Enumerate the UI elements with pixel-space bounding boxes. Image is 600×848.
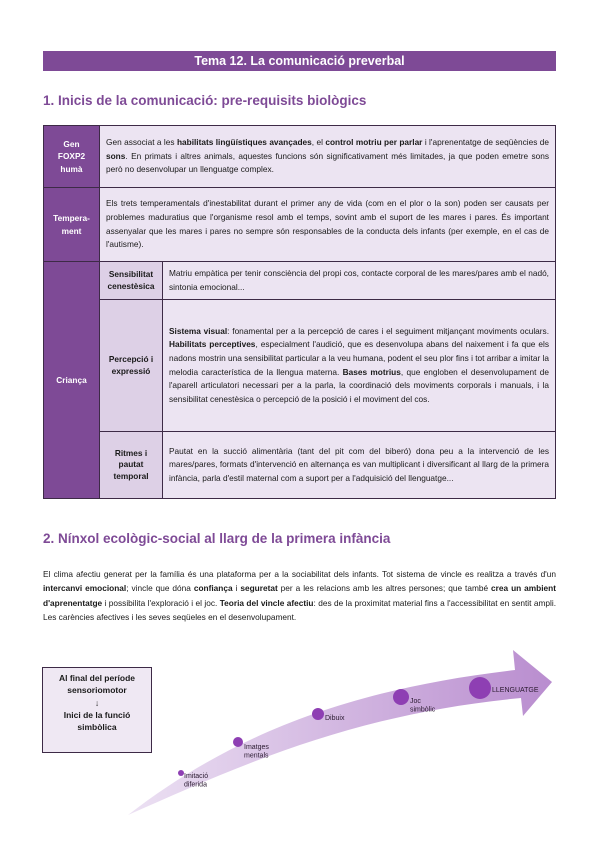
content-ritmes: Pautat en la succió alimentària (tant del pit com del biberó) dona peu a la intervenció de les mares/pares, formats d'intervenció en alternança es van multiplicant i diversificant al llarg de la primera infància, parla d'estil maternal com a suport per a l'adquisició del llenguatge... — [163, 432, 556, 499]
topic-banner: Tema 12. La comunicació preverbal — [43, 51, 556, 71]
label-line: expressió — [111, 365, 151, 376]
text-run: , que engloben el desenvolupament de l'aparell articulatori necessari per a la parla, la coordinació dels moviments corporals i manuals, i la sensibilitat cenestèsica o percepció de la posició i el moviment del cos. — [169, 366, 549, 404]
text-run: : fonamental per a la percepció de cares i el seguiment mitjançant moviments oculars. — [227, 325, 550, 336]
label-line: Sensibilitat — [108, 268, 154, 279]
box-line: simbòlica — [77, 722, 117, 733]
bold-run: sons — [106, 150, 126, 161]
text-run: i — [232, 583, 241, 594]
bold-run: Sistema visual — [169, 325, 228, 336]
label-line: cenestèsica — [107, 280, 155, 291]
bold-run: intercanvi emocional — [43, 583, 127, 594]
bold-run: control motriu per parlar — [325, 137, 423, 148]
bold-run: Bases motrius — [342, 366, 401, 377]
bold-run: confiança — [193, 583, 233, 594]
bold-run: Teoria del vincle afectiu — [219, 597, 314, 608]
stage-node — [469, 677, 491, 699]
text-run: El clima afectiu generat per la família és una plataforma per a la sociabilitat dels infants. Tot sistema de vincle es realitza a través d'un — [43, 569, 556, 579]
growth-arrow-shape — [128, 650, 552, 815]
text-run: : des de la proximitat material fins a l'accessibilitat en sentit ampli. Les carències afectives i les seves seqüeles en el desenvolupament. — [43, 597, 556, 622]
text-run: Gen associat a les — [106, 137, 177, 148]
label-line: Tempera- — [53, 213, 90, 224]
stage-label: diferida — [184, 781, 207, 789]
stage-label: mentals — [244, 752, 269, 760]
label-line: Gen — [63, 139, 80, 150]
section-2-title: 2. Nínxol ecològic-social al llarg de la primera infància — [43, 531, 391, 546]
content-temperament: Els trets temperamentals d'inestabilitat durant el primer any de vida (com en el plor o la son) poden ser causats per problemes maduratius que l'organisme resol amb el temps, sovint amb el suport de les mares i pares. És important assenyalar que les mares i pares no sempre són responsables de la conducta dels infants (per exemple, en el cas de l'autisme). — [100, 188, 556, 262]
bold-run: habilitats lingüístiques avançades — [176, 137, 312, 148]
down-arrow-icon: ↓ — [94, 697, 100, 708]
stage-label: Dibuix — [325, 715, 345, 722]
label-line: Ritmes i — [114, 447, 148, 458]
stage-label: Joc — [410, 698, 421, 705]
label-crianca: Criança — [44, 262, 100, 499]
text-run: i possibilita l'exploració i el joc. — [102, 597, 220, 608]
text-run: , especialment l'audició, que es desenvolupa abans del naixement i fa que els nadons mostrin una sensibilitat particular a la veu humana, podent el seu plor fins i tot arribar a imitar la melodia característica de la llengua materna. — [169, 339, 550, 377]
text-run: , el — [311, 137, 326, 148]
stage-label: Imitació — [184, 773, 209, 780]
stage-label: simbòlic — [410, 706, 436, 714]
text-run: i l'aprenentatge de seqüències de — [422, 137, 550, 148]
stage-node — [393, 689, 409, 705]
label-line: humà — [60, 163, 83, 174]
box-line: sensoriomotor — [67, 685, 127, 696]
bold-run: Habilitats perceptives — [169, 339, 256, 350]
stage-label: Imatges — [244, 744, 269, 751]
bold-run: seguretat — [240, 583, 278, 594]
text-run: per a les relacions amb les altres persones; que també — [277, 583, 492, 594]
text-run: . En primats i altres animals, aquestes funcions són significativament més limitades, ja que poden emetre sons però no desenvolupar un llenguatge complex. — [106, 150, 549, 175]
box-line: Inici de la funció — [63, 709, 131, 720]
label-line: Percepció i — [108, 353, 154, 364]
content-sensibilitat: Matriu empàtica per tenir consciència del propi cos, contacte corporal de les mares/pares amb el nadó, sintonia emocional... — [163, 262, 556, 300]
stage-node — [233, 737, 243, 747]
text-run: ; vincle que dóna — [126, 583, 194, 594]
label-line: temporal — [113, 470, 149, 481]
label-line: ment — [61, 225, 82, 236]
bold-run: crea un ambient d'aprenentatge — [43, 583, 556, 608]
label-line: FOXP2 — [57, 151, 86, 162]
stage-label: LLENGUATGE — [492, 687, 539, 694]
stage-node — [312, 708, 324, 720]
box-line: Al final del període — [58, 673, 136, 683]
label-line: pautat — [118, 459, 144, 470]
section-1-title: 1. Inicis de la comunicació: pre-requisits biològics — [43, 93, 367, 108]
